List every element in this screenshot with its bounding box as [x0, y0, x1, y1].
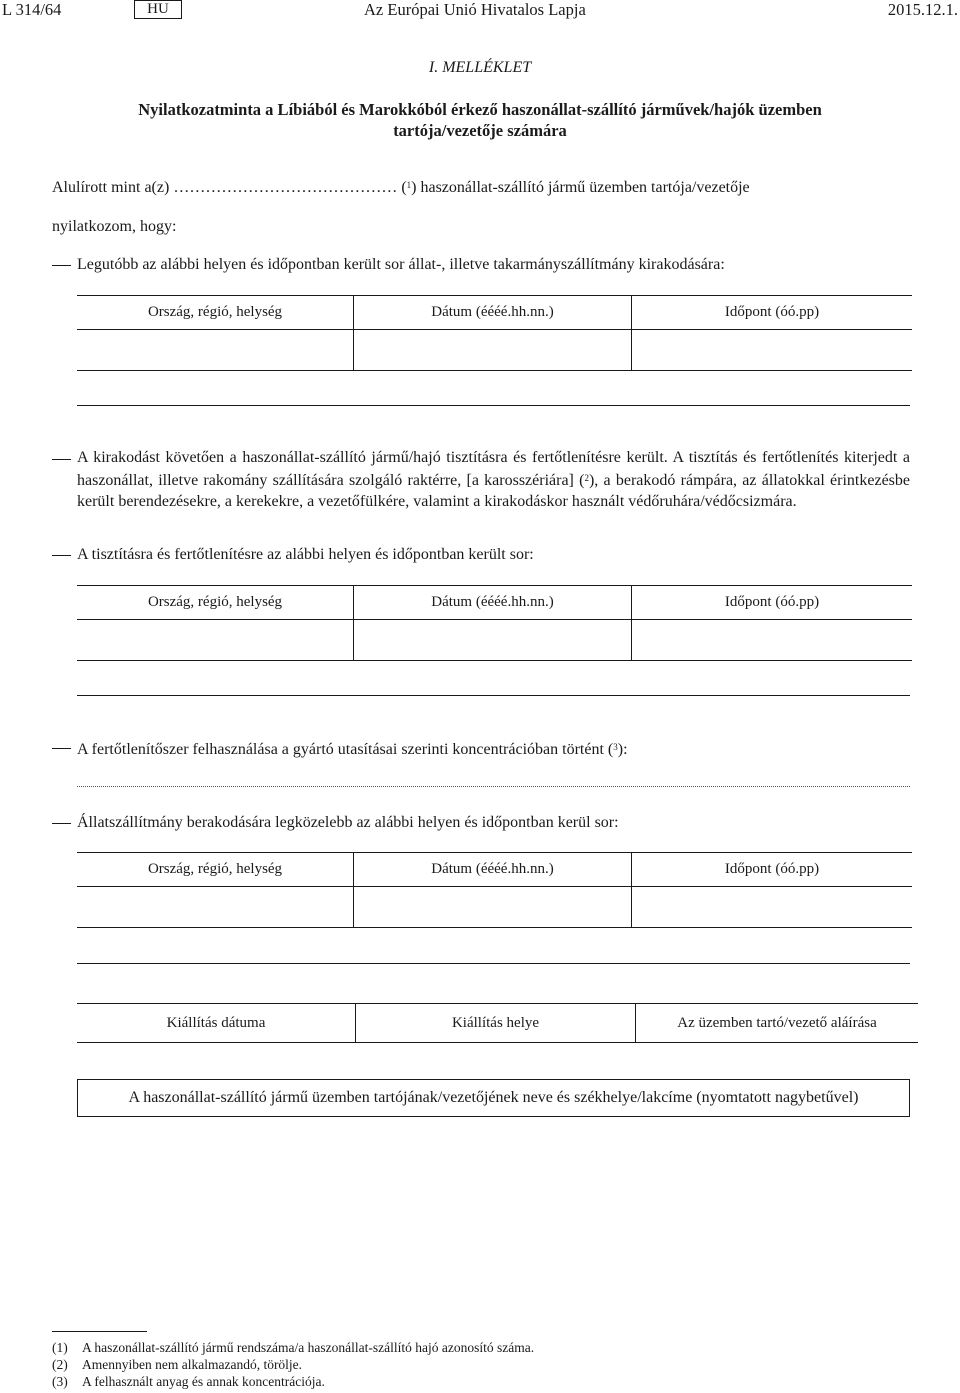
footnote-2: (2) Amennyiben nem alkalmazandó, törölje. — [52, 1357, 303, 1372]
cleaning-table — [77, 585, 912, 661]
table-rule — [77, 405, 910, 406]
time-cell[interactable] — [632, 620, 913, 661]
signature-field[interactable]: Az üzemben tartó/vezető aláírása — [636, 1004, 919, 1043]
dash-bullet — [52, 265, 71, 266]
col-place-header: Ország, régió, helység — [77, 586, 354, 620]
language-badge: HU — [134, 0, 182, 19]
item-unloading: Legutóbb az alábbi helyen és időpontban került sor állat-, illetve takarmányszállítmány kirakodására: — [77, 256, 725, 273]
item-disinfectant: A fertőtlenítőszer felhasználása a gyártó utasításai szerinti koncentrációban történt ($^3$): — [77, 741, 628, 758]
footnote-3: (3) A felhasznált anyag és annak koncentrációja. — [52, 1374, 325, 1389]
intro-line: Alulírott mint a(z) …………………………………… ($^1$) haszonállat-szállító jármű üzemben tartója/vezetője — [52, 179, 750, 196]
col-date-header: Dátum (éééé.hh.nn.) — [354, 296, 632, 330]
col-date-header: Dátum (éééé.hh.nn.) — [354, 853, 632, 887]
page-number: L 314/64 — [2, 0, 62, 19]
footnote-1: (1) A haszonállat-szállító jármű rendszáma/a haszonállat-szállító hajó azonosító száma. — [52, 1340, 535, 1355]
annex-heading: I. MELLÉKLET — [428, 59, 532, 76]
place-cell[interactable] — [77, 330, 354, 371]
date-cell[interactable] — [354, 620, 632, 661]
item-next-loading: Állatszállítmány berakodására legközelebb az alábbi helyen és időpontban kerül sor: — [77, 814, 619, 831]
col-date-header: Dátum (éééé.hh.nn.) — [354, 586, 632, 620]
dash-bullet — [52, 748, 71, 749]
col-time-header: Időpont (óó.pp) — [632, 853, 913, 887]
intro-prefix: Alulírott mint a(z) — [52, 179, 174, 196]
intro-line-2: nyilatkozom, hogy: — [52, 218, 177, 235]
dash-bullet — [52, 555, 71, 556]
running-header — [0, 0, 960, 22]
disinfectant-fill-line[interactable] — [77, 786, 910, 787]
issue-date-field[interactable]: Kiállítás dátuma — [77, 1004, 356, 1043]
item-cleaning-place: A tisztításra és fertőtlenítésre az alábbi helyen és időpontban került sor: — [77, 546, 534, 563]
date-cell[interactable] — [354, 330, 632, 371]
footnote-ref-3: 3 — [613, 742, 618, 752]
signature-table — [77, 1003, 918, 1043]
footnote-rule — [52, 1331, 147, 1332]
table-rule — [77, 695, 910, 696]
title-line-2: tartója/vezetője számára — [393, 121, 567, 140]
footnote-ref-2: 2 — [584, 473, 589, 483]
title-line-1: Nyilatkozatminta a Líbiából és Marokkóból érkező haszonállat-szállító járművek/hajók üzemben — [138, 100, 822, 119]
date-cell[interactable] — [354, 887, 632, 928]
operator-name-box[interactable]: A haszonállat-szállító jármű üzemben tartójának/vezetőjének neve és székhelye/lakcíme (nyomtatott nagybetűvel) — [77, 1079, 910, 1117]
place-cell[interactable] — [77, 887, 354, 928]
dash-bullet — [52, 459, 71, 460]
journal-title: Az Európai Unió Hivatalos Lapja — [364, 0, 586, 19]
col-place-header: Ország, régió, helység — [77, 853, 354, 887]
col-time-header: Időpont (óó.pp) — [632, 586, 913, 620]
time-cell[interactable] — [632, 330, 913, 371]
col-place-header: Ország, régió, helység — [77, 296, 354, 330]
table-rule — [77, 963, 910, 964]
unloading-table — [77, 295, 912, 371]
operator-fill-dots[interactable]: …………………………………… — [173, 179, 398, 196]
footnote-ref-1: 1 — [406, 180, 412, 190]
intro-suffix: ) haszonállat-szállító jármű üzemben tartója/vezetője — [411, 179, 750, 196]
issue-date: 2015.12.1. — [887, 0, 958, 19]
dash-bullet — [52, 823, 71, 824]
item-cleaning-statement: A kirakodást követően a haszonállat-szállító jármű/hajó tisztításra és fertőtlenítésre került. A tisztítás és fertőtlenítés kiterjedt a haszonállat, illetve rakomány szállítására szolgáló raktérre, [a karosszériára] ($^2$), a berakodó rámpára, az állatokkal érintkezésbe került berendezésekre, a kerekekre, a vezetőfülkére, valamint a kirakodáskor használt védőruhára/védőcsizmára. — [77, 449, 911, 510]
place-cell[interactable] — [77, 620, 354, 661]
issue-place-field[interactable]: Kiállítás helye — [356, 1004, 636, 1043]
time-cell[interactable] — [632, 887, 913, 928]
col-time-header: Időpont (óó.pp) — [632, 296, 913, 330]
loading-table — [77, 852, 912, 928]
document-title — [60, 99, 900, 141]
